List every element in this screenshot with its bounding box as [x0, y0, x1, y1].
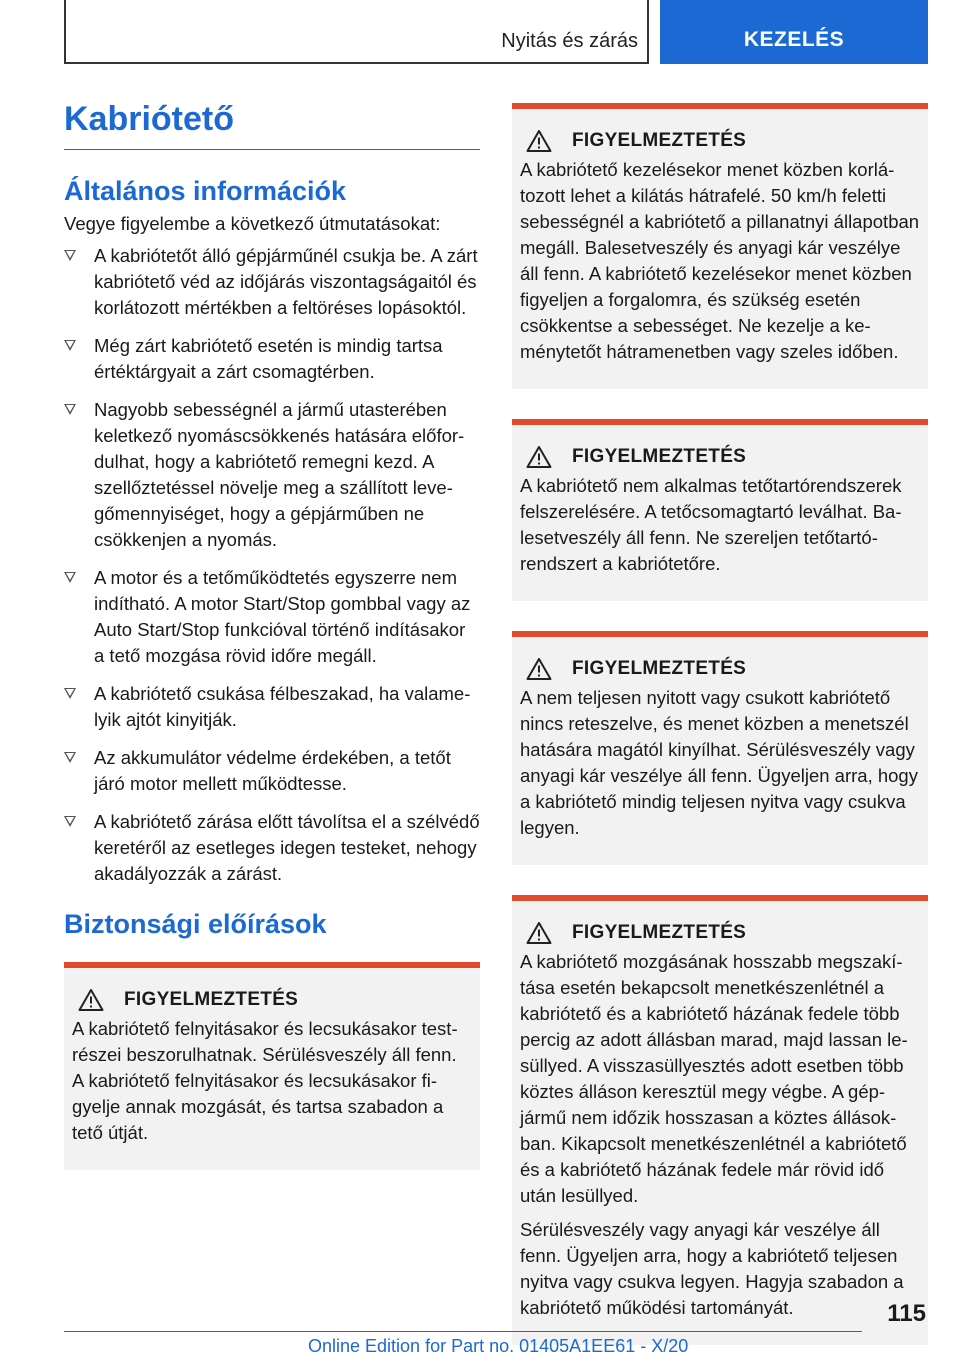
list-item: A kabriótető csukása félbeszakad, ha valamelyik ajtót kinyitják.	[64, 681, 480, 733]
warning-triangle-icon	[78, 988, 104, 1012]
warning-box	[512, 419, 928, 601]
triangle-bullet-icon	[64, 752, 76, 763]
triangle-bullet-icon	[64, 340, 76, 351]
warning-box	[512, 103, 928, 389]
list-item: A motor és a tetőműködtetés egyszerre nem indítható. A motor Start/Stop gombbal vagy az Auto Start/Stop funkcióval történő indításakor a tető mozgása rövid időre megáll.	[64, 565, 480, 669]
list-item: A kabriótető zárása előtt távolítsa el a szélvédő keretéről az esetleges idegen testeket, nehogy akadályozzák a zárást.	[64, 809, 480, 887]
warning-triangle-icon	[526, 129, 552, 153]
intro-text: Vegye figyelembe a következő útmutatásokat:	[64, 213, 441, 234]
warning-box	[512, 631, 928, 865]
warning-text: A kabriótető kezelésekor menet közben korlátozott lehet a kilátás hátrafelé. 50 km/h feletti sebességnél a kabriótető a pillanatnyi állapotban megáll. Balesetveszély és anyagi kár veszélye áll fenn. A kabriótető kezelésekor menet közben figyeljen a forgalomra, és szükség esetén csökkentse a sebességet. Ne kezelje a keménytetőt hátramenetben vagy szeles időben.	[520, 159, 920, 362]
right-column	[512, 103, 928, 1362]
page-number: 115	[887, 1300, 926, 1327]
warning-text: A nem teljesen nyitott vagy csukott kabriótető nincs reteszelve, és menet közben a menetszél hatására magától kinyílhat. Sérülésveszély vagy anyagi kár veszélye áll fenn. Ügyeljen arra, hogy a kabriótető mindig teljesen nyitva vagy csukva legyen.	[520, 687, 918, 838]
triangle-bullet-icon	[64, 250, 76, 261]
warning-triangle-icon	[526, 445, 552, 469]
triangle-bullet-icon	[64, 572, 76, 583]
warning-box	[512, 895, 928, 1345]
left-column	[64, 100, 480, 1170]
list-item: Még zárt kabriótető esetén is mindig tartsa értéktárgyait a zárt csomagtérben.	[64, 333, 480, 385]
warning-title: FIGYELMEZTETÉS	[572, 658, 747, 679]
list-item: Az akkumulátor védelme érdekében, a tetőt járó motor mellett működtesse.	[64, 745, 480, 797]
safety-heading: Biztonsági előírások	[64, 909, 327, 939]
triangle-bullet-icon	[64, 404, 76, 415]
warning-title: FIGYELMEZTETÉS	[572, 130, 747, 151]
warning-triangle-icon	[526, 657, 552, 681]
warning-box	[64, 962, 480, 1170]
page-title: Kabriótető	[64, 100, 480, 150]
warning-title: FIGYELMEZTETÉS	[124, 989, 299, 1010]
warning-text: Sérülésveszély vagy anyagi kár veszélye áll fenn. Ügyeljen arra, hogy a kabriótető teljesen nyitva vagy csukva legyen. Hagyja szabadon a kabriótető működési tartományát.	[520, 1219, 904, 1318]
general-info-heading: Általános információk	[64, 176, 347, 206]
warning-title: FIGYELMEZTETÉS	[572, 446, 747, 467]
triangle-bullet-icon	[64, 688, 76, 699]
warning-text: A kabriótető mozgásának hosszabb megszakítása esetén bekapcsolt menetkészenlétnél a kabriótető és a kabriótető házának fedele több percig az adott állásban marad, majd lassan lesüllyed. A visszasüllyesztés adott esetben több köztes álláson keresztül megy végbe. A gépjármű nem időzik hosszasan a köztes állásokban. Kikapcsolt menetkészenlétnél a kabriótető és a kabriótető házának fedele már rövid idő után lesüllyed.	[520, 951, 908, 1206]
footer-edition: Online Edition for Part no. 01405A1EE61 - X/20	[308, 1336, 689, 1356]
header-section-title: Nyitás és zárás	[501, 30, 638, 52]
warning-text: A kabriótető nem alkalmas tetőtartórendszerek felszerelésére. A tetőcsomagtartó leválhat. Balesetveszély áll fenn. Ne szereljen tetőtartórendszert a kabriótetőre.	[520, 475, 902, 574]
list-item: Nagyobb sebességnél a jármű utasterében keletkező nyomáscsökkenés hatására előfordulhat, hogy a kabriótető remegni kezd. A szellőztetéssel növelje meg a szállított levegőmennyiséget, hogy a gépjárműben ne csökkenjen a nyomás.	[64, 397, 480, 553]
warning-triangle-icon	[526, 921, 552, 945]
header-chapter-tab: KEZELÉS	[660, 0, 928, 64]
list-item: A kabriótetőt álló gépjárműnél csukja be. A zárt kabriótető véd az időjárás viszontagságaitól és korlátozott mértékben a feltöréses lopásoktól.	[64, 243, 480, 321]
warning-text: A kabriótető felnyitásakor és lecsukásakor testrészei beszorulhatnak. Sérülésveszély áll fenn. A kabriótető felnyitásakor és lecsukásakor figyelje annak mozgását, és tartsa szabadon a tető útját.	[72, 1018, 458, 1143]
warning-title: FIGYELMEZTETÉS	[572, 922, 747, 943]
triangle-bullet-icon	[64, 816, 76, 827]
instruction-list	[64, 243, 480, 887]
footer-divider	[64, 1331, 862, 1332]
